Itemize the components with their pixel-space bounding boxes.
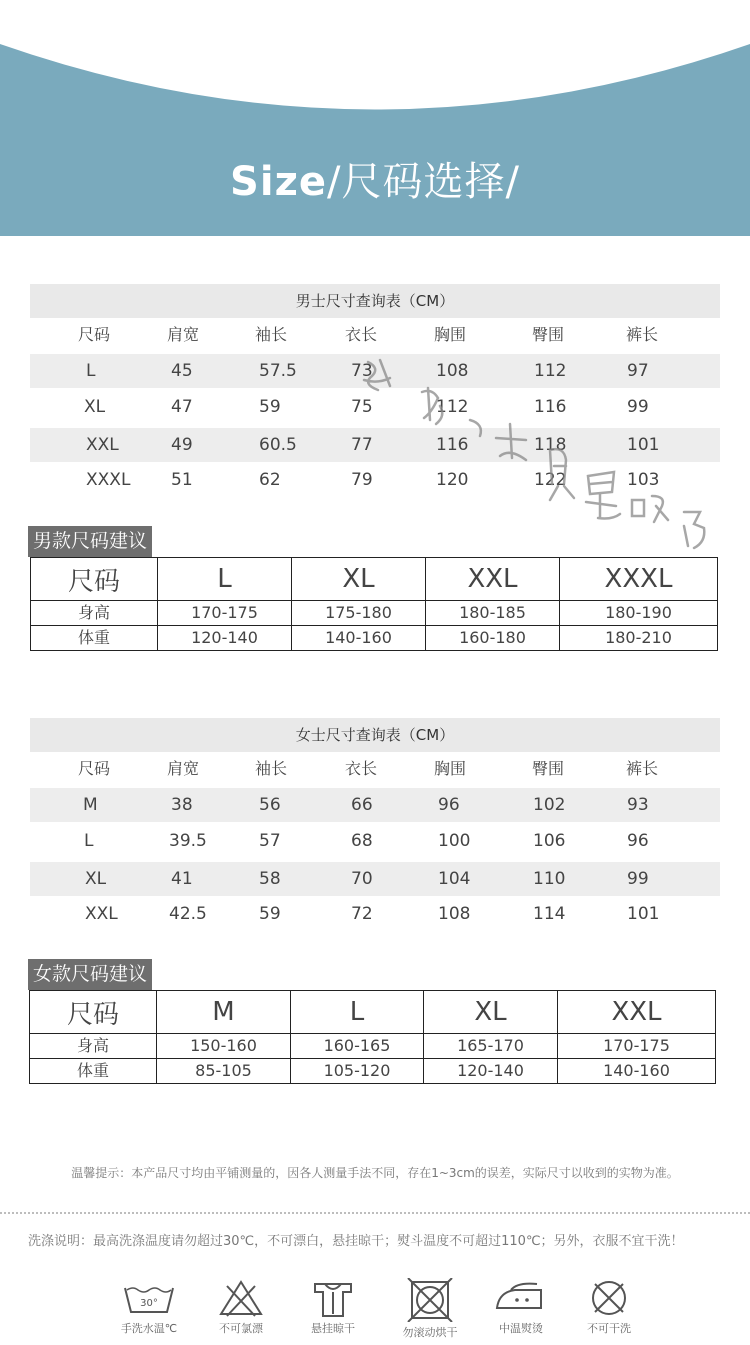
table-cell: L (158, 558, 292, 601)
table-cell: 102 (533, 795, 566, 815)
table-cell: 70 (351, 869, 373, 889)
table-cell: 140-160 (292, 626, 426, 651)
table-cell: 75 (351, 397, 373, 417)
care-no-tumble-dry (380, 1278, 480, 1340)
col-header: 尺码 (78, 325, 111, 344)
mens-chart-header-row (30, 318, 720, 352)
table-cell: 180-210 (560, 626, 718, 651)
col-header: 尺码 (78, 759, 111, 778)
care-label: 不可氯漂 (219, 1322, 263, 1335)
table-cell: 58 (259, 869, 281, 889)
care-label: 手洗水温℃ (120, 1322, 178, 1335)
col-header: 衣长 (345, 759, 378, 778)
table-cell: 73 (351, 361, 373, 381)
table-row (30, 991, 716, 1034)
hand-wash-icon (119, 1278, 179, 1318)
table-cell: 体重 (30, 1059, 157, 1084)
col-header: 胸围 (434, 759, 467, 778)
no-dry-clean-icon (579, 1278, 639, 1318)
table-row (31, 601, 718, 626)
table-row (30, 862, 720, 896)
table-cell: 93 (627, 795, 649, 815)
mens-suggest-badge: 男款尺码建议 (28, 526, 152, 557)
table-cell: 体重 (31, 626, 158, 651)
table-cell: 59 (259, 397, 281, 417)
table-cell: 47 (171, 397, 193, 417)
womens-chart-caption: 女士尺寸查询表（CM） (30, 718, 720, 752)
care-no-bleach (191, 1278, 291, 1336)
table-cell: 104 (438, 869, 471, 889)
tip-text: 温馨提示：本产品尺寸均由平铺测量的，因各人测量手法不同，存在1~3cm的误差，实际尺寸以收到的实物为准。 (71, 1166, 679, 1180)
table-cell: XXL (558, 991, 716, 1034)
table-cell: 106 (533, 831, 566, 851)
col-header: 肩宽 (167, 325, 200, 344)
table-cell: 85-105 (157, 1059, 291, 1084)
table-cell: XXXL (86, 470, 131, 490)
womens-suggest-table (29, 990, 716, 1084)
table-cell: 120-140 (158, 626, 292, 651)
table-cell: 108 (438, 904, 471, 924)
table-cell: 身高 (31, 601, 158, 626)
table-cell: 99 (627, 397, 649, 417)
table-cell: 41 (171, 869, 193, 889)
table-cell: 110 (533, 869, 566, 889)
title-size-word: Size (230, 159, 327, 205)
table-cell: 60.5 (259, 435, 297, 455)
table-cell: L (84, 831, 94, 851)
table-cell: 68 (351, 831, 373, 851)
dotted-divider (0, 1212, 750, 1214)
hand-wash-temp: 30° (140, 1298, 158, 1309)
table-cell: 108 (436, 361, 469, 381)
table-cell: 45 (171, 361, 193, 381)
table-cell: XXL (85, 904, 118, 924)
table-cell: XXXL (560, 558, 718, 601)
table-cell: 96 (627, 831, 649, 851)
table-cell: L (86, 361, 96, 381)
table-cell: 120 (436, 470, 469, 490)
table-row (30, 897, 720, 931)
hang-dry-icon (303, 1278, 363, 1318)
table-cell: 112 (534, 361, 567, 381)
table-cell: 175-180 (292, 601, 426, 626)
table-cell: 42.5 (169, 904, 207, 924)
table-row (30, 824, 720, 858)
table-cell: 56 (259, 795, 281, 815)
table-cell: 112 (436, 397, 469, 417)
womens-size-chart (30, 718, 720, 934)
table-cell: 160-180 (426, 626, 560, 651)
table-cell: M (83, 795, 98, 815)
table-cell: 170-175 (558, 1034, 716, 1059)
table-cell: 72 (351, 904, 373, 924)
table-cell: 150-160 (157, 1034, 291, 1059)
care-label: 悬挂晾干 (311, 1322, 355, 1335)
col-header: 裤长 (626, 325, 659, 344)
table-row (31, 626, 718, 651)
page-title (0, 150, 750, 207)
wash-instructions: 洗涤说明：最高洗涤温度请勿超过30℃，不可漂白，悬挂晾干；熨斗温度不可超过110℃；另外，衣服不宜干洗！ (28, 1234, 684, 1249)
table-cell: 101 (627, 904, 660, 924)
care-label: 中温熨烫 (499, 1322, 543, 1335)
care-hang-dry (283, 1278, 383, 1336)
womens-chart-header-row (30, 752, 720, 786)
no-tumble-dry-icon (400, 1278, 460, 1322)
col-header: 衣长 (345, 325, 378, 344)
table-cell: 180-190 (560, 601, 718, 626)
care-no-dry-clean (559, 1278, 659, 1336)
table-cell: 96 (438, 795, 460, 815)
table-cell: 120-140 (424, 1059, 558, 1084)
col-header: 胸围 (434, 325, 467, 344)
table-cell: XXL (86, 435, 119, 455)
table-cell: 97 (627, 361, 649, 381)
col-header: 袖长 (255, 759, 288, 778)
table-cell: XL (85, 869, 107, 889)
col-header: 肩宽 (167, 759, 200, 778)
table-cell: L (291, 991, 424, 1034)
table-cell: 116 (534, 397, 567, 417)
table-cell: 59 (259, 904, 281, 924)
table-cell: 尺码 (30, 991, 157, 1034)
table-row (30, 1034, 716, 1059)
table-cell: 101 (627, 435, 660, 455)
table-cell: 身高 (30, 1034, 157, 1059)
table-cell: 114 (533, 904, 566, 924)
care-label: 不可干洗 (587, 1322, 631, 1335)
table-cell: XL (424, 991, 558, 1034)
handwritten-watermark (350, 350, 750, 590)
table-cell: 38 (171, 795, 193, 815)
womens-suggest-badge: 女款尺码建议 (28, 959, 152, 990)
table-cell: 尺码 (31, 558, 158, 601)
table-cell: 51 (171, 470, 193, 490)
table-cell: XL (292, 558, 426, 601)
col-header: 臀围 (532, 759, 565, 778)
table-cell: 180-185 (426, 601, 560, 626)
table-cell: 160-165 (291, 1034, 424, 1059)
table-cell: XXL (426, 558, 560, 601)
table-cell: 100 (438, 831, 471, 851)
table-cell: M (157, 991, 291, 1034)
title-rest: /尺码选择/ (326, 159, 520, 205)
table-row (30, 1059, 716, 1084)
table-cell: 57 (259, 831, 281, 851)
table-cell: XL (84, 397, 106, 417)
table-cell: 66 (351, 795, 373, 815)
care-hand-wash (99, 1278, 199, 1336)
table-row (30, 788, 720, 822)
table-cell: 116 (436, 435, 469, 455)
table-cell: 62 (259, 470, 281, 490)
col-header: 裤长 (626, 759, 659, 778)
table-cell: 170-175 (158, 601, 292, 626)
table-cell: 105-120 (291, 1059, 424, 1084)
table-cell: 77 (351, 435, 373, 455)
col-header: 臀围 (532, 325, 565, 344)
no-bleach-icon (211, 1278, 271, 1318)
table-cell: 57.5 (259, 361, 297, 381)
mens-chart-caption: 男士尺寸查询表（CM） (30, 284, 720, 318)
care-medium-iron (471, 1278, 571, 1336)
table-cell: 49 (171, 435, 193, 455)
table-cell: 39.5 (169, 831, 207, 851)
table-cell: 79 (351, 470, 373, 490)
table-cell: 118 (534, 435, 567, 455)
col-header: 袖长 (255, 325, 288, 344)
table-cell: 122 (534, 470, 567, 490)
table-cell: 99 (627, 869, 649, 889)
medium-iron-icon (491, 1278, 551, 1318)
table-cell: 103 (627, 470, 660, 490)
care-label: 勿滚动烘干 (402, 1326, 458, 1339)
table-cell: 140-160 (558, 1059, 716, 1084)
table-cell: 165-170 (424, 1034, 558, 1059)
